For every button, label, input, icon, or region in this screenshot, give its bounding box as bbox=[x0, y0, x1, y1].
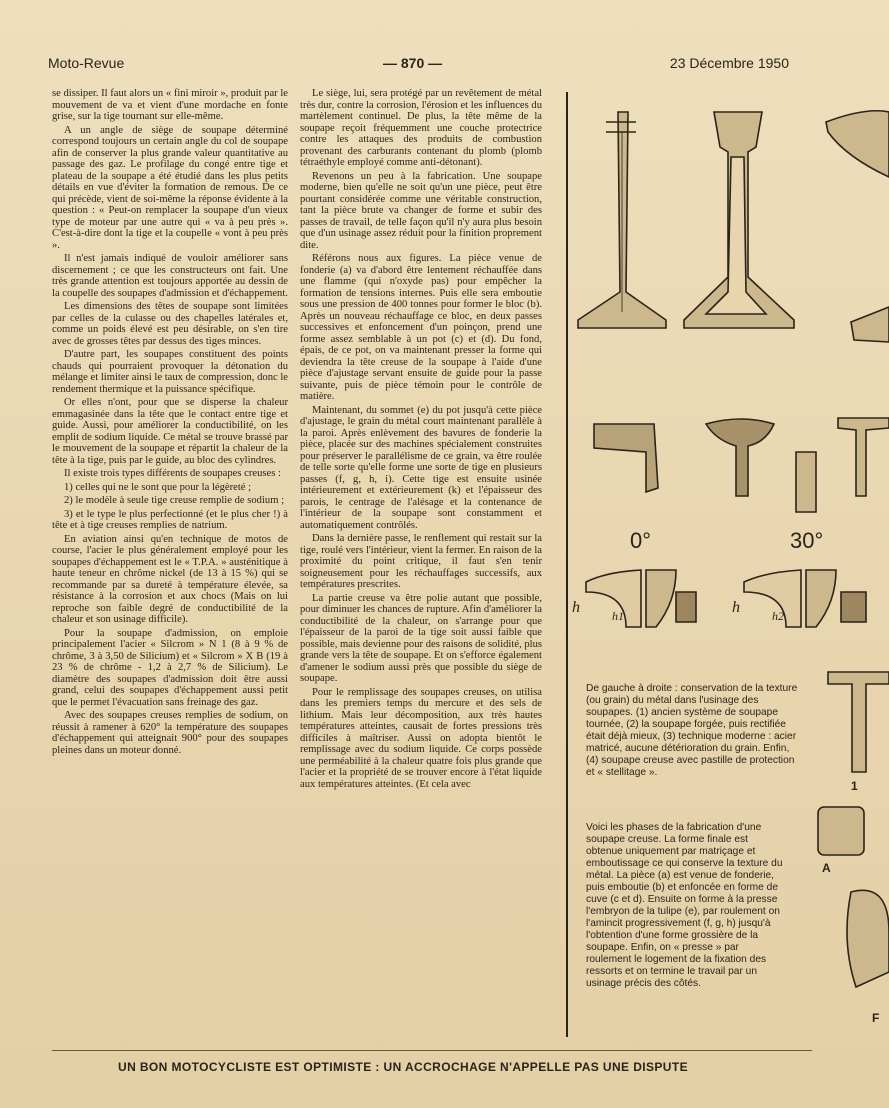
paragraph: Les dimensions des têtes de soupape sont limitées par celles de la culasse ou des chapelles latérales et, comme un poids élevé est peu désirable, on s'en tire avec de grosses têtes par dessus des tiges minces. bbox=[52, 301, 288, 347]
paragraph: Pour la soupape d'admission, on emploie principalement l'acier « Silcrom » N 1 (8 à 9 % de chrôme, 3 à 3,50 de Silicium) et « Silcrom » X B (19 à 23 % de chrôme - 1,2 à 2,7 % de Silicium). Le diamètre des soupapes d'admission doit être aussi grand, celui des soupapes d'échappement aussi petit que le permet l'évacuation sans freinage des gaz. bbox=[52, 627, 288, 708]
grain-diagram-right bbox=[744, 570, 866, 627]
paragraph: se dissiper. Il faut alors un « fini miroir », produit par le mouvement de va et vient d'une mordache en fonte grise, sur la tige tournant sur elle-même. bbox=[52, 88, 288, 122]
figure-caption-texture: De gauche à droite : conservation de la texture (ou grain) du métal dans l'usinage des soupapes. (1) ancien système de soupape tournée, (2) la soupape forgée, puis rectifiée était déjà mieux, (3) technique moderne : acier matricé, aucune détérioration du grain. Enfin, (4) soupape creuse avec pastille de protection et « stellitage ». bbox=[586, 683, 798, 778]
paragraph: A un angle de siège de soupape déterminé correspond toujours un certain angle du col de soupape afin de conserver la plus grande valeur quantitative au passage des gaz. Le profilage du congé entre tige et plateau de la soupape a été étudié dans les plus petits détails en vue d'éviter la formation de remous. De ce qui précède, vient de soi-même la réponse évidente à la question : « Peut-on remplacer la soupape d'un vieux type de moteur par une autre qui « va à peu près ». C'est-à-dire dont la tige et la coupelle « vont à peu près ». bbox=[52, 124, 288, 251]
paragraph: Référons nous aux figures. La pièce venue de fonderie (a) va d'abord être lentement réchauffée dans une flamme (qui n'oxyde pas) pour empêcher la formation de tensions internes. Puis elle sera emboutie sous une pression de 400 tonnes pour former le bloc (b). Après un nouveau réchauffage ce bloc, en deux passes successives et enfoncement d'un poinçon, prend une forme assez semblable à un pot (c) et (d). Du fond, épais, de ce pot, on va maintenant presser la forme qui deviendra la tête creuse de la soupape à l'aide d'une pièce d'ajustage servant ensuite de guide pour la passe suivante, puis de pièce témoin pour le contrôle de matière. bbox=[300, 253, 542, 402]
paragraph: Maintenant, du sommet (e) du pot jusqu'à cette pièce d'ajustage, le grain du métal court maintenant parallèle à la paroi. Après enlèvement des bavures de fonderie la pièce, placée sur des machines spécialement construites pour préserver le parallélisme de ce grain, va être roulée de telle sorte qu'elle forme une sorte de tige en plusieurs passes (f, g, h, i). Cette tige est ensuite usinée intérieurement et extérieurement (k) et l'épaisseur des parois, le centrage de l'alésage et la contenance de l'intérieur de la soupape sont constamment et automatiquement contrôlés. bbox=[300, 404, 542, 531]
figure-label-a: A bbox=[822, 861, 831, 875]
footer-slogan: UN BON MOTOCYCLISTE EST OPTIMISTE : UN ACCROCHAGE N'APPELLE PAS UNE DISPUTE bbox=[118, 1060, 688, 1074]
paragraph: En aviation ainsi qu'en technique de motos de course, l'acier le plus généralement employé pour les soupapes d'échappement est le « T.P.A. » austénitique à haute teneur en chrôme nickel (de 13 à 15 %) qui se recommande par sa dureté à température élevée, sa résistance à la corrosion et aux chocs (Mais on lui reproche son faible degré de conductibilité de la chaleur et son usinage difficile). bbox=[52, 533, 288, 625]
article-column-2 bbox=[300, 88, 542, 792]
paragraph: D'autre part, les soupapes constituent des points chauds qui pourraient provoquer la détonation du mélange et limiter ainsi le taux de compression, donc le rendement thermique et la puissance spécifique. bbox=[52, 349, 288, 395]
issue-date: 23 Décembre 1950 bbox=[669, 55, 789, 71]
h2-label: h2 bbox=[772, 609, 784, 623]
paragraph: La partie creuse va être polie autant que possible, pour diminuer les chances de rupture. Afin d'améliorer la conductibilité de la chaleur, on s'arrange pour que l'épaisseur de la paroi de la tige soit aussi faible que possible, mais devienne pour des raisons de solidité, plus grande vers la tête de soupape. Et on s'efforce également d'amener le sodium aussi près que possible du siège de soupape. bbox=[300, 592, 542, 684]
page-header bbox=[48, 55, 789, 77]
valve-drawing-1 bbox=[578, 112, 666, 328]
paragraph: Il n'est jamais indiqué de vouloir améliorer sans discernement ; ce que les constructeurs ont fait. Une très grande attention est toujours apportée au dessin de la coupelle des soupapes d'admission et d'échappement. bbox=[52, 253, 288, 299]
angle-label-thirty: 30° bbox=[790, 528, 824, 553]
paragraph: Or elles n'ont, pour que se disperse la chaleur emmagasinée dans la tête que le contact entre tige et guide. Aussi, pour améliorer la conductibilité, on les emplit de sodium liquide. Ce métal se trouve brassé par le mouvement de la soupape et répartit la chaleur de la tête à la tige, puis par le guide, au bloc des cylindres. bbox=[52, 397, 288, 466]
valve-pieces-right bbox=[818, 672, 889, 987]
forging-stage-pieces bbox=[594, 418, 889, 512]
h-label-left: h bbox=[572, 599, 580, 616]
article-column-1 bbox=[52, 88, 288, 758]
paragraph: Revenons un peu à la fabrication. Une soupape moderne, bien qu'elle ne soit qu'un une pièce, peut être pourtant considérée comme une véritable construction, tant la pièce brute va changer de forme et subir des passes de travail, de telle façon qu'il n'y aura plus besoin que d'un usinage assez réduit pour la finition proprement dite. bbox=[300, 170, 542, 251]
h-label-right: h bbox=[732, 599, 740, 616]
figure-number-1: 1 bbox=[851, 779, 858, 793]
list-item: 3) et le type le plus perfectionné (et le plus cher !) à tête et à tige creuses remplies de natrium. bbox=[52, 508, 288, 531]
grain-diagram-left bbox=[586, 570, 696, 627]
list-item: 2) le modèle à seule tige creuse remplie de sodium ; bbox=[64, 495, 285, 506]
paragraph: Pour le remplissage des soupapes creuses, on utilisa dans les premiers temps du mercure et des sels de lithium. Mais leur décomposition, aux très hautes températures atteintes, causait de fortes pressions très difficiles à maîtriser. Aussi on adopta bientôt le remplissage avec du sodium liquide. Ce corps possède une perméabilité à la chaleur quatre fois plus grande que l'acier et la propriété de se trouver encore à l'état liquide aux températures atteintes. (Et cela avec bbox=[300, 686, 542, 790]
paragraph: Le siège, lui, sera protégé par un revêtement de métal très dur, contre la corrosion, l'érosion et les influences du martèlement continuel. De plus, la tête même de la soupape reçoit fréquemment une couche protectrice contre les attaques des produits de combustion provenant des carburants contenant du plomb (plomb tétraéthyle employé comme anti-détonant). bbox=[300, 88, 542, 168]
h1-label: h1 bbox=[612, 609, 624, 623]
footer-divider bbox=[52, 1050, 812, 1051]
valve-drawing-2 bbox=[684, 112, 794, 328]
paragraph: Avec des soupapes creuses remplies de sodium, on réussit à ramener à 620° la température des soupapes d'échappement qui atteignait 900° pour des soupapes pleines dans un moteur donné. bbox=[52, 710, 288, 756]
figure-label-f: F bbox=[872, 1011, 880, 1025]
magazine-title: Moto-Revue bbox=[48, 55, 125, 71]
valve-drawing-3 bbox=[826, 111, 889, 342]
page-number: — 870 — bbox=[383, 55, 443, 71]
list-item: 1) celles qui ne le sont que pour la légèreté ; bbox=[64, 481, 252, 493]
paragraph: Dans la dernière passe, le renflement qui restait sur la tige, roulé vers l'intérieur, vient la fermer. En raison de la proximité du point critique, il faut s'en tenir soigneusement pour les réchauffages successifs, aux températures prescrites. bbox=[300, 533, 542, 590]
figure-caption-phases: Voici les phases de la fabrication d'une soupape creuse. La forme finale est obtenue uniquement par matriçage et emboutissage ce qui conserve la texture du métal. La pièce (a) est venue de fonderie, puis emboutie (b) et enfoncée en forme de cuve (c et d). Ensuite on forme à la presse l'embryon de la tulipe (e), par roulement on l'amincit progressivement (f, g, h) jusqu'à l'obtention d'une forme grossière de la soupape. Enfin, on « presse » par roulement le logement de la fixation des ressorts et on termine le travail par un usinage précis des côtés. bbox=[586, 822, 783, 989]
angle-label-zero: 0° bbox=[630, 528, 652, 553]
paragraph: Il existe trois types différents de soupapes creuses : bbox=[64, 468, 281, 479]
